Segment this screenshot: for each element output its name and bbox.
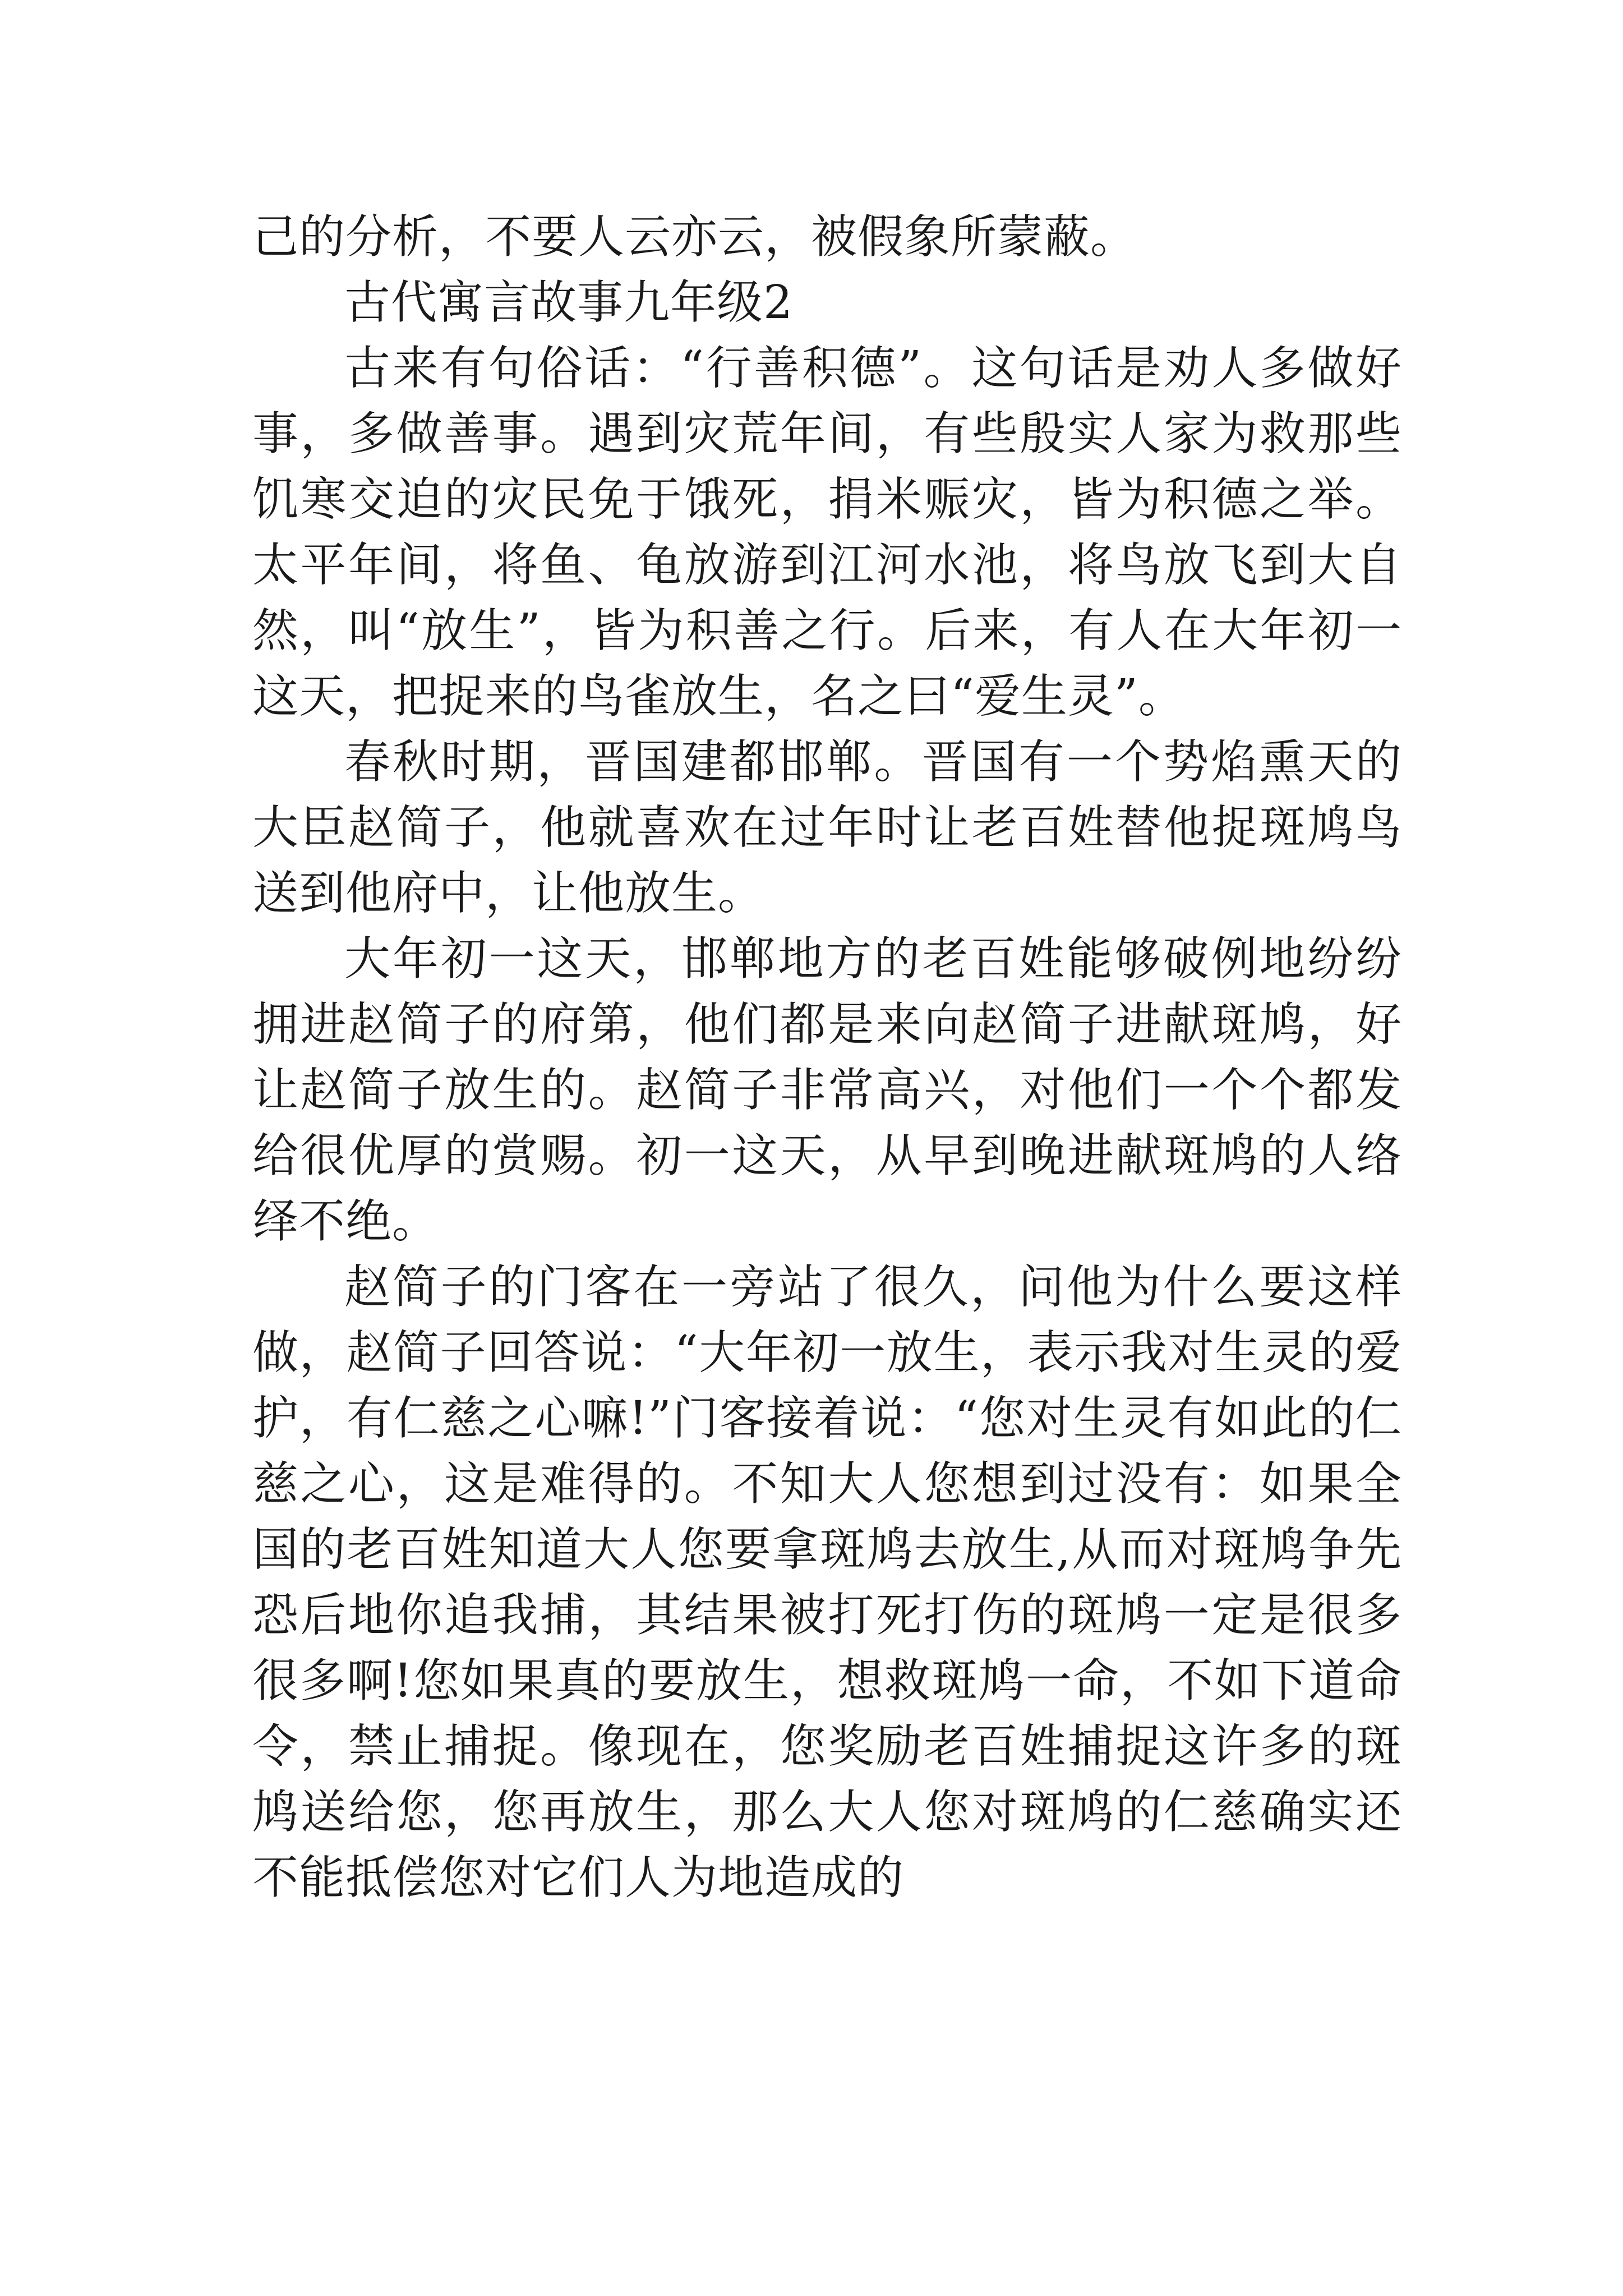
body-text (252, 204, 1402, 1911)
paragraph-1: 古来有句俗话：“行善积德”。这句话是劝人多做好事，多做善事。遇到灾荒年间，有些殷实人家为救那些饥寒交迫的灾民免于饿死，捐米赈灾，皆为积德之举。太平年间，将鱼、龟放游到江河水池，将鸟放飞到大自然，叫“放生”，皆为积善之行。后来，有人在大年初一这天，把捉来的鸟雀放生，名之曰“爱生灵”。 (252, 342, 1402, 723)
section-heading: 古代寓言故事九年级2 (344, 276, 794, 329)
continuation-paragraph: 己的分析，不要人云亦云，被假象所蒙蔽。 (252, 210, 1137, 264)
paragraph-2: 春秋时期，晋国建都邯郸。晋国有一个势焰熏天的大臣赵简子，他就喜欢在过年时让老百姓替他捉斑鸠鸟送到他府中，让他放生。 (252, 735, 1402, 920)
paragraph-3: 大年初一这天，邯郸地方的老百姓能够破例地纷纷拥进赵简子的府第，他们都是来向赵简子进献斑鸠，好让赵简子放生的。赵简子非常高兴，对他们一个个都发给很优厚的赏赐。初一这天，从早到晚进献斑鸠的人络绎不绝。 (252, 932, 1402, 1248)
paragraph-4: 赵简子的门客在一旁站了很久，问他为什么要这样做，赵简子回答说：“大年初一放生，表示我对生灵的爱护，有仁慈之心嘛!”门客接着说：“您对生灵有如此的仁慈之心，这是难得的。不知大人您想到过没有：如果全国的老百姓知道大人您要拿斑鸠去放生,从而对斑鸠争先恐后地你追我捕，其结果被打死打伤的斑鸠一定是很多很多啊!您如果真的要放生，想救斑鸠一命，不如下道命令，禁止捕捉。像现在，您奖励老百姓捕捉这许多的斑鸠送给您，您再放生，那么大人您对斑鸠的仁慈确实还不能抵偿您对它们人为地造成的 (252, 1260, 1402, 1904)
